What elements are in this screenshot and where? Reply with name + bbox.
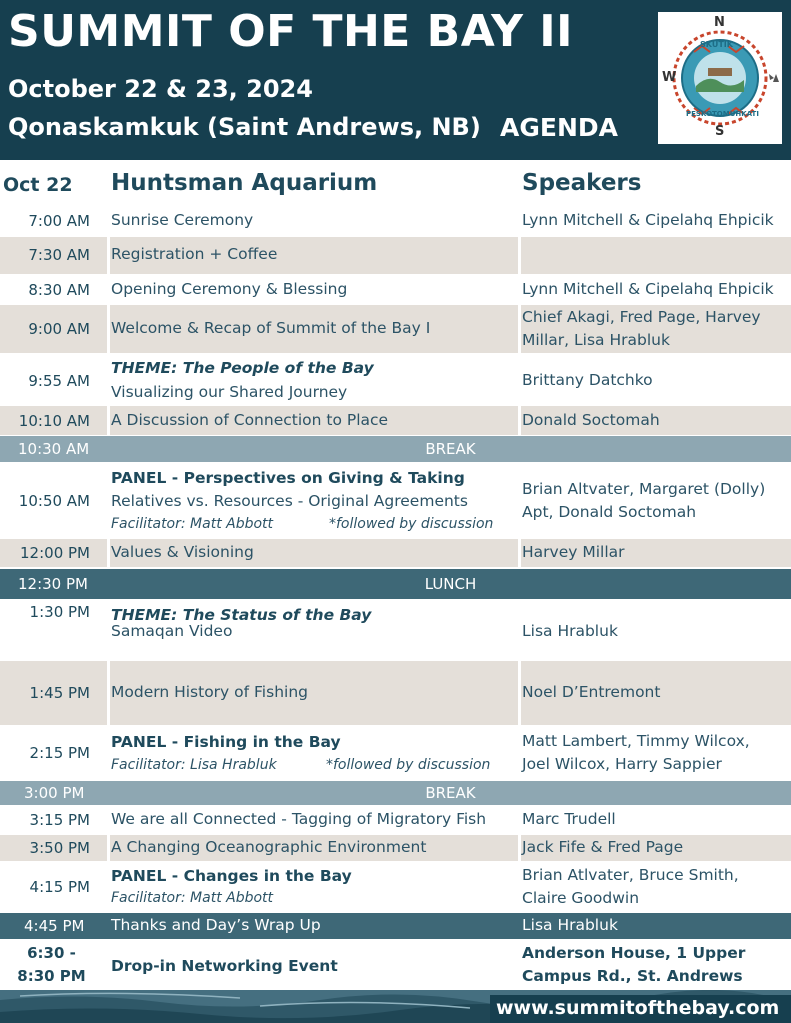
- row-time: 10:50 AM: [18, 492, 90, 510]
- facilitator: Facilitator: Lisa Hrabluk: [111, 757, 277, 773]
- row-venue-address: Campus Rd., St. Andrews: [522, 967, 743, 985]
- row-time: 8:30 AM: [28, 281, 90, 299]
- lunch-label: LUNCH: [424, 575, 477, 593]
- row-time: 2:15 PM: [29, 744, 90, 762]
- column-headings: [0, 168, 791, 204]
- row-event: Registration + Coffee: [111, 245, 278, 263]
- agenda-row: [0, 354, 791, 405]
- compass-north-label: N: [714, 15, 725, 30]
- row-speakers: Lynn Mitchell & Cipelahq Ehpicik: [522, 280, 774, 298]
- row-time: 3:15 PM: [29, 811, 90, 829]
- row-speakers: Matt Lambert, Timmy Wilcox,: [522, 732, 750, 750]
- lunch-row: [0, 569, 791, 599]
- row-speakers: Noel D’Entremont: [522, 683, 661, 701]
- panel-title: PANEL - Perspectives on Giving & Taking: [111, 469, 465, 487]
- agenda-row: [0, 406, 791, 435]
- facilitator: Facilitator: Matt Abbott: [111, 890, 274, 906]
- row-time-end: 8:30 PM: [17, 967, 86, 985]
- row-speakers: Claire Goodwin: [522, 889, 640, 907]
- venue-heading: Huntsman Aquarium: [111, 170, 378, 196]
- row-time: 4:15 PM: [29, 878, 90, 896]
- agenda-row: [0, 237, 791, 274]
- agenda-row: [0, 940, 791, 990]
- row-speakers: Brian Atlvater, Bruce Smith,: [522, 866, 739, 884]
- agenda-row: [0, 463, 791, 538]
- agenda-row: [0, 726, 791, 780]
- agenda-row: [0, 539, 791, 567]
- row-time: 12:30 PM: [18, 575, 88, 593]
- break-row: [0, 781, 791, 805]
- row-speakers: Lynn Mitchell & Cipelahq Ehpicik: [522, 211, 774, 229]
- logo-ring-text-bottom: PESKOTOMUHKATI: [686, 110, 759, 118]
- compass-west-label: W: [662, 70, 677, 85]
- theme-title: THEME: The People of the Bay: [111, 359, 374, 377]
- row-speakers: Chief Akagi, Fred Page, Harvey: [522, 308, 761, 326]
- row-time: 7:00 AM: [28, 212, 90, 230]
- row-time: 3:00 PM: [24, 784, 85, 802]
- agenda-row: [0, 835, 791, 861]
- row-time: 9:55 AM: [28, 372, 90, 390]
- website-link-box[interactable]: [490, 995, 791, 1023]
- break-label: BREAK: [425, 784, 476, 802]
- row-speakers: Apt, Donald Soctomah: [522, 503, 697, 521]
- speakers-heading: Speakers: [522, 170, 642, 196]
- row-event: Drop-in Networking Event: [111, 957, 338, 975]
- panel-title: PANEL - Fishing in the Bay: [111, 733, 341, 751]
- row-speakers: Lisa Hrabluk: [522, 916, 618, 934]
- logo-ring-text-top: SKUTIK: [700, 40, 733, 49]
- row-speakers: Donald Soctomah: [522, 411, 660, 429]
- row-event: We are all Connected - Tagging of Migratory Fish: [111, 810, 487, 828]
- day-label: Oct 22: [3, 174, 73, 196]
- row-speakers: Marc Trudell: [522, 810, 616, 828]
- row-time: 1:45 PM: [29, 684, 90, 702]
- break-row: [0, 436, 791, 462]
- row-speakers: Brian Altvater, Margaret (Dolly): [522, 480, 766, 498]
- row-event: Welcome & Recap of Summit of the Bay I: [111, 319, 431, 337]
- event-dates: October 22 & 23, 2024: [8, 75, 313, 103]
- compass-south-label: S: [715, 124, 725, 139]
- agenda-row: [0, 275, 791, 304]
- wrap-up-row: [0, 913, 791, 939]
- row-time: 9:00 AM: [28, 320, 90, 338]
- agenda-row: [0, 661, 791, 725]
- row-time: 1:30 PM: [29, 603, 90, 621]
- skutik-logo: [658, 12, 782, 144]
- agenda-row: [0, 806, 791, 834]
- row-speakers: Jack Fife & Fred Page: [522, 838, 684, 856]
- agenda-label: AGENDA: [500, 113, 618, 142]
- row-speakers-empty: [521, 237, 791, 274]
- row-event: Modern History of Fishing: [111, 683, 308, 701]
- row-speakers: Millar, Lisa Hrabluk: [522, 331, 670, 349]
- agenda-row: [0, 305, 791, 353]
- row-time-start: 6:30 -: [27, 944, 76, 962]
- row-time: 3:50 PM: [29, 839, 90, 857]
- row-event: A Discussion of Connection to Place: [111, 411, 389, 429]
- row-speakers: Harvey Millar: [522, 543, 625, 561]
- break-label: BREAK: [425, 440, 476, 458]
- agenda-row: [0, 600, 791, 660]
- agenda-row: [0, 862, 791, 912]
- row-speakers: Lisa Hrabluk: [522, 622, 618, 640]
- panel-title: PANEL - Changes in the Bay: [111, 867, 352, 885]
- theme-title: THEME: The Status of the Bay: [111, 606, 372, 624]
- event-location: Qonaskamkuk (Saint Andrews, NB): [8, 113, 481, 141]
- row-event: Visualizing our Shared Journey: [111, 383, 348, 401]
- discussion-note: *followed by discussion: [326, 757, 491, 773]
- discussion-note: *followed by discussion: [329, 516, 494, 532]
- row-time: 7:30 AM: [28, 246, 90, 264]
- event-title: SUMMIT OF THE BAY II: [8, 6, 573, 57]
- agenda-row: [0, 206, 791, 236]
- row-time: 10:30 AM: [18, 440, 90, 458]
- row-speakers: Joel Wilcox, Harry Sappier: [522, 755, 722, 773]
- row-venue-address: Anderson House, 1 Upper: [522, 944, 746, 962]
- row-time: 4:45 PM: [24, 917, 85, 935]
- row-time: 12:00 PM: [20, 544, 90, 562]
- row-event: Sunrise Ceremony: [111, 211, 254, 229]
- row-time: 10:10 AM: [18, 412, 90, 430]
- facilitator: Facilitator: Matt Abbott: [111, 516, 274, 532]
- row-event: Values & Visioning: [111, 543, 254, 561]
- website-url[interactable]: www.summitofthebay.com: [496, 997, 780, 1019]
- row-speakers: Brittany Datchko: [522, 371, 653, 389]
- row-event: Opening Ceremony & Blessing: [111, 280, 348, 298]
- row-event: Relatives vs. Resources - Original Agreements: [111, 492, 468, 510]
- row-event: Thanks and Day’s Wrap Up: [111, 916, 321, 934]
- header-banner: [0, 0, 791, 160]
- row-event: A Changing Oceanographic Environment: [111, 838, 427, 856]
- row-event: Samaqan Video: [111, 622, 233, 640]
